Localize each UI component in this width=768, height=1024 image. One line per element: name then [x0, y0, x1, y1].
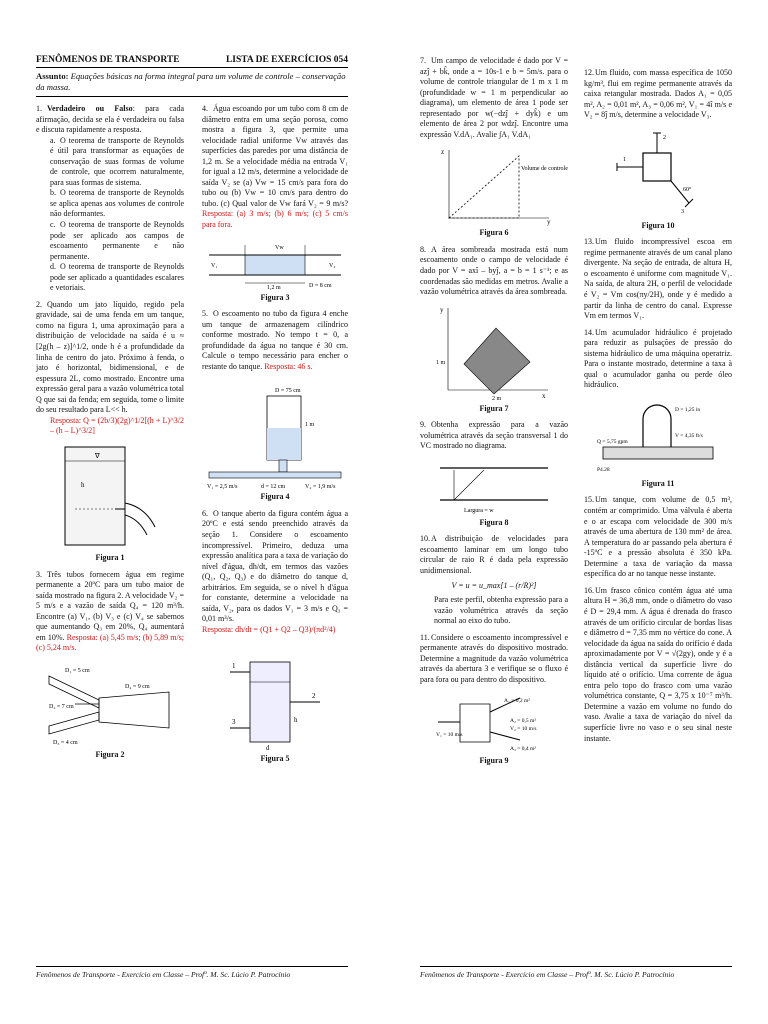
- svg-text:P4.28: P4.28: [597, 466, 610, 473]
- svg-text:z: z: [441, 148, 445, 157]
- figure-5-caption: Figura 5: [260, 753, 290, 763]
- svg-text:1 m: 1 m: [305, 422, 315, 429]
- figure-2-caption: Figura 2: [95, 749, 125, 759]
- svg-text:A₁ = 0,2 m²: A₁ = 0,2 m²: [504, 697, 530, 704]
- svg-text:D = 8 cm: D = 8 cm: [309, 282, 332, 289]
- svg-text:2 m: 2 m: [492, 395, 502, 402]
- column-d: [584, 68, 732, 750]
- svg-text:h: h: [81, 480, 85, 489]
- svg-text:D₄ = 9 cm: D₄ = 9 cm: [125, 683, 150, 690]
- figure-1-diagram: [55, 443, 165, 551]
- q6-answer: Resposta: dh/dt = (Q1 + Q2 – Q3)/(πd²/4): [202, 624, 336, 634]
- column-a: [36, 104, 184, 766]
- question-14: 14.Um acumulador hidráulico é projetado para reduzir as pulsações de pressão do sistema hidráulico de uma máquina operatriz. Para o instante mostrado, determine a taxa à qual o acumulador ganha ou perde óleo hidráulico.: [584, 327, 732, 390]
- column-c: [420, 56, 568, 772]
- svg-text:V₂ = 10 m/s: V₂ = 10 m/s: [510, 725, 537, 732]
- figure-7-diagram: [434, 304, 554, 402]
- subject-text: Equações básicas na forma integral para um volume de controle – conservação da massa.: [36, 71, 346, 93]
- question-12: 12.Um fluido, com massa específica de 1050 kg/m³, flui em regime permanente através da caixa retangular mostrada. Dados A₁ = 0,05 m², A₂ = 0,01 m², A₃ = 0,06 m², V₁ = 4î m/s e V₂ = 8ĵ m/s, determine a velocidade V₃.: [584, 68, 732, 120]
- figure-9-caption: Figura 9: [479, 755, 509, 765]
- svg-text:∇: ∇: [95, 451, 100, 460]
- figure-2-diagram: [45, 660, 175, 748]
- svg-text:V = 4,35 ft/s: V = 4,35 ft/s: [675, 432, 703, 439]
- page-footer: Fenômenos de Transporte - Exercício em Classe – Profº. M. Sc. Lúcio P. Patrocínio: [36, 966, 348, 980]
- svg-text:d = 12 cm: d = 12 cm: [261, 484, 286, 491]
- figure-11-caption: Figura 11: [641, 478, 675, 488]
- svg-text:1: 1: [623, 156, 626, 163]
- svg-text:3: 3: [232, 717, 236, 726]
- svg-text:1: 1: [232, 661, 236, 670]
- question-10: 10.A distribuição de velocidades para escoamento laminar em um longo tubo circular de raio R é dada pela expressão unidimensional. V = u = u_max[1 – (r/R)²] Para este perfil, obtenha expressão para a vazão volumétrica através da seção normal ao eixo do tubo.: [420, 534, 568, 626]
- question-15: 15.Um tanque, com volume de 0,5 m³, contém ar comprimido. Uma válvula é aberta e o ar escapa com velocidade de 300 m/s através de uma abertura de 130 mm² de área. A temperatura do ar passando pela abertura é -15ºC e a pressão absoluta é 350 kPa. Determine a taxa de variação da massa específica do ar no tanque nesse instante.: [584, 495, 732, 579]
- figure-6-caption: Figura 6: [479, 228, 509, 238]
- q1-item-b: b. O teorema de transporte de Reynolds se aplica apenas aos volumes de controle não deformantes.: [50, 188, 184, 219]
- svg-text:2: 2: [312, 691, 316, 700]
- column-b: [202, 104, 348, 770]
- list-title: LISTA DE EXERCÍCIOS 054: [225, 55, 348, 65]
- question-2: 2. Quando um jato líquido, regido pela gravidade, sai de uma fenda em um tanque, como na figura 1, uma aproximação para a distribuição de velocidade na saída é u ≈ [2g(h – z)]^1/2, onde h é a profundidade da linha de centro do jato. Próximo à fenda, o jato é horizontal, bidimensional, e de espessura 2L, como mostrado. Encontre uma expressão geral para a vazão volumétrica total Q que sai da fenda; em seguida, tome o limite do seu resultado para L<< h. Resposta: Q = (2b/3)(2g)^1/2[(h + L)^3/2 – (h – L)^3/2]: [36, 299, 184, 436]
- svg-text:1,2 m: 1,2 m: [267, 284, 281, 291]
- question-13: 13.Um fluido incompressível escoa em regime permanente através de um canal plano divergente. Na seção de entrada, de altura H, o escoamento é uniforme com magnitude V₁. Na saída, de altura 2H, o perfil de velocidade é V₂ = Vm cos(πy/2H), onde y é medido a partir da linha de centro do canal. Expresse Vm em termos V₁.: [584, 237, 732, 321]
- q1-item-c: c. O teorema de transporte de Reynolds pode ser aplicado aos campos de escoamento permanente e não permanente.: [50, 220, 184, 261]
- q5-answer: Resposta: 46 s.: [264, 361, 313, 371]
- svg-text:D = 1,25 in: D = 1,25 in: [675, 406, 701, 413]
- svg-text:h: h: [294, 715, 298, 724]
- svg-text:V₂ = 1,9 m/s: V₂ = 1,9 m/s: [305, 484, 336, 491]
- question-16: 16.Um frasco cônico contém água até uma altura H = 36,8 mm, onde o diâmetro do vaso é D = 29,4 mm. A água é drenada do frasco através de um orifício circular de bordas lisas e diâmetro d = 7,35 mm no vértice do cone. A velocidade da água na saída do orifício é dada aproximadamente por V = √(2gy), onde y é a distância vertical da superfície livre do líquido até o orifício. Uma corrente de água entra pelo topo do frasco com uma vazão volumétrica constante, Q = 3,75 x 10⁻⁷ m³/h. Determine a vazão em volume no fundo do vaso. Avalie a taxa de variação do nível da superfície livre no vaso e o seu sinal neste instante.: [584, 585, 732, 743]
- svg-text:Q = 5,75 gpm: Q = 5,75 gpm: [597, 438, 628, 445]
- svg-text:Vw: Vw: [275, 244, 284, 251]
- figure-4-caption: Figura 4: [260, 492, 290, 502]
- svg-text:D₃ = 4 cm: D₃ = 4 cm: [53, 739, 78, 746]
- svg-text:Largura = w: Largura = w: [464, 507, 494, 514]
- course-title: FENÔMENOS DE TRANSPORTE: [36, 55, 180, 65]
- figure-9-diagram: [434, 692, 554, 754]
- svg-text:Volume de controle: Volume de controle: [521, 166, 568, 173]
- svg-text:A₂ = 0,5 m²: A₂ = 0,5 m²: [510, 717, 536, 724]
- question-9: 9. Obtenha expressão para a vazão volumétrica através da seção transversal 1 do VC mostrado no diagrama.: [420, 420, 568, 451]
- figure-5-diagram: [220, 642, 330, 752]
- svg-text:d: d: [266, 743, 270, 752]
- figure-8-caption: Figura 8: [479, 517, 509, 527]
- figure-6-diagram: [429, 146, 568, 227]
- svg-text:D₁ = 5 cm: D₁ = 5 cm: [65, 667, 90, 674]
- svg-text:60°: 60°: [683, 186, 692, 193]
- question-11: 11.Considere o escoamento incompressível e permanente através do dispositivo mostrado. Determine a magnitude da vazão volumétrica através da abertura 3 e verifique se o fluxo é para fora ou para dentro do dispositivo.: [420, 632, 568, 684]
- svg-text:D₂ = 7 cm: D₂ = 7 cm: [49, 703, 74, 710]
- q4-answer: Resposta: (a) 3 m/s; (b) 6 m/s; (c) 5 cm/s para fora.: [202, 209, 348, 230]
- figure-11-diagram: [593, 397, 723, 477]
- question-1: 1. Verdadeiro ou Falso: para cada afirmação, decida se ela é verdadeira ou falsa e discuta rapidamente a resposta. a. O teorema de transporte de Reynolds é útil para transformar as equações de conservação de suas formas de volume de controle, que ocorrem naturalmente, para suas formas de sistema. b. O teorema de transporte de Reynolds se aplica apenas aos volumes de controle não deformantes. c. O teorema de transporte de Reynolds pode ser aplicado aos campos de escoamento permanente e não permanente. d. O teorema de transporte de Reynolds pode ser aplicado a quantidades escalares e vetoriais.: [36, 104, 184, 293]
- svg-text:V₁ = 10 m/s: V₁ = 10 m/s: [436, 731, 463, 738]
- svg-text:V₁ = 2,5 m/s: V₁ = 2,5 m/s: [207, 484, 238, 491]
- svg-text:3: 3: [681, 208, 684, 215]
- figure-8-diagram: [434, 458, 554, 516]
- svg-text:V₂: V₂: [329, 262, 336, 269]
- question-7: 7. Um campo de velocidade é dado por V = azĵ + bk̂, onde a = 10s-1 e b = 5m/s. para o volume de controle triangular de 1 m x 1 m (profundidade w = 1 m perpendicular ao diagrama), um elemento de área 1 pode ser representado por w(−dzĵ + dyk̂) e um elemento de área 2 por wdzĵ. Encontre uma expressão V.dA₁. Avalie ∫A₁ V.dA₁: [420, 56, 568, 139]
- figure-3-caption: Figura 3: [260, 292, 290, 302]
- svg-text:x: x: [542, 391, 546, 400]
- subject-line: Assunto: Equações básicas na forma integral para um volume de controle – conservação da massa.: [36, 71, 348, 97]
- svg-text:y: y: [440, 305, 444, 314]
- figure-4-diagram: [205, 378, 345, 490]
- figure-10-diagram: [613, 127, 703, 219]
- q3-answer: Resposta: (a) 5,45 m/s; (b) 5,89 m/s; (c) 5,24 m/s.: [36, 632, 185, 653]
- question-3: 3. Três tubos fornecem água em regime permanente a 20ºC para um tubo maior de saída mostrado na figura 2. A velocidade V₂ = 5 m/s e a vazão de saída Q₄ = 120 m³/h. Encontre (a) V₁, (b) V₃ e (c) V₄ se sabemos que aumentando Q₃ em 20%, Q₄ aumentará em 10%. Resposta: (a) 5,45 m/s; (b) 5,89 m/s; (c) 5,24 m/s.: [36, 569, 185, 653]
- svg-text:1 m: 1 m: [436, 359, 446, 366]
- right-page: [384, 0, 768, 1024]
- q1-item-a: a. O teorema de transporte de Reynolds é útil para transformar as equações de conservação de suas formas de volume de controle, que ocorrem naturalmente, para suas formas de sistema.: [50, 135, 184, 187]
- figure-7-caption: Figura 7: [479, 403, 509, 413]
- question-4: 4. Água escoando por um tubo com 8 cm de diâmetro entra em uma seção porosa, como mostra a figura 3, que permite uma velocidade radial uniforme Vw através das superfícies das paredes por uma distância de 1,2 m. Se a velocidade média na entrada V₁ for igual a 12 m/s, determine a velocidade de saída V₂ se (a) Vw = 15 cm/s para fora do tubo ou (b) Vw = 10 cm/s para dentro do tubo. (c) Qual valor de Vw fará V₂ = 9 m/s? Resposta: (a) 3 m/s; (b) 6 m/s; (c) 5 cm/s para fora.: [202, 104, 348, 230]
- svg-text:V₁: V₁: [211, 262, 218, 269]
- figure-3-diagram: [205, 237, 345, 291]
- svg-text:2: 2: [663, 134, 666, 141]
- q1-item-d: d. O teorema de transporte de Reynolds pode ser aplicado a quantidades escalares e vetoriais.: [50, 262, 184, 293]
- question-8: 8. A área sombreada mostrada está num escoamento onde o campo de velocidade é dado por V = axî – byĵ, a = b = 1 s⁻¹; e as coordenadas são medidas em metros. Avalie a vazão volumétrica através da área sombreada.: [420, 244, 568, 297]
- page-footer: Fenômenos de Transporte - Exercício em Classe – Profº. M. Sc. Lúcio P. Patrocínio: [420, 966, 732, 980]
- figure-1-caption: Figura 1: [95, 552, 125, 562]
- figure-10-caption: Figura 10: [641, 220, 675, 230]
- page-header: [36, 54, 348, 68]
- svg-text:A₃ = 0,4 m²: A₃ = 0,4 m²: [510, 745, 536, 752]
- q2-answer: Resposta: Q = (2b/3)(2g)^1/2[(h + L)^3/2 – (h – L)^3/2]: [50, 415, 184, 436]
- question-6: 6. O tanque aberto da figura contém água a 20ºC e está sendo preenchido através da seção 1. Considere o escoamento incompressível. Primeiro, deduza uma expressão analítica para a taxa de variação do nível d'água, dh/dt, em termos das vazões (Q₁, Q₂, Q₃) e do diâmetro do tanque d, arbitrários. Em seguida, se o nível h d'água for constante, determine a velocidade na saída, V₂, para os dados V₁ = 3 m/s e Q₃ = 0,01 m³/s. Resposta: dh/dt = (Q1 + Q2 – Q3)/(πd²/4): [202, 508, 348, 634]
- svg-text:y: y: [547, 218, 551, 227]
- svg-text:D = 75 cm: D = 75 cm: [275, 388, 301, 395]
- question-5: 5. O escoamento no tubo da figura 4 enche um tanque de armazenagem cilíndrico conforme mostrado. No tempo t = 0, a profundidade da água no tanque é 30 cm. Calcule o tempo necessário para encher o restante do tanque. Resposta: 46 s.: [202, 309, 348, 371]
- q10-formula: V = u = u_max[1 – (r/R)²]: [451, 580, 537, 590]
